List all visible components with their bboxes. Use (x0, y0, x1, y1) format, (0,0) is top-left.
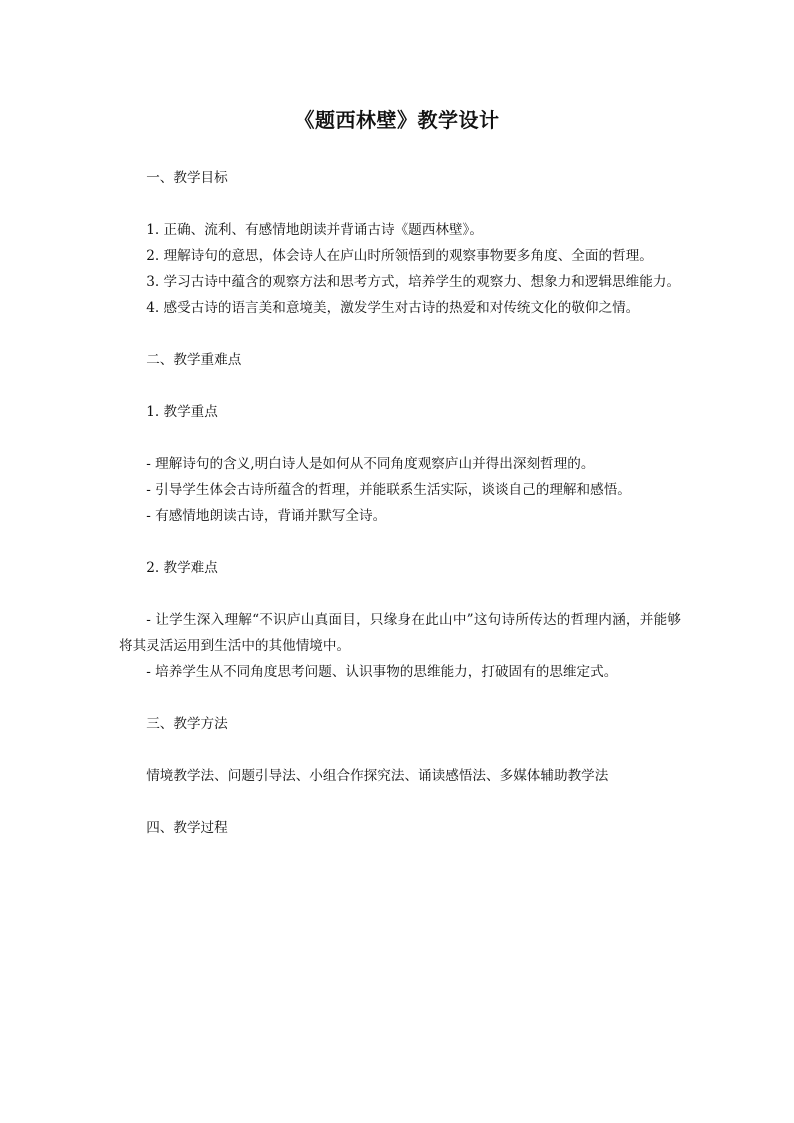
subheading-focus: 1. 教学重点 (146, 404, 218, 420)
goal-item-2: 2. 理解诗句的意思，体会诗人在庐山时所领悟到的观察事物要多角度、全面的哲理。 (146, 248, 653, 264)
focus-item-3: - 有感情地朗读古诗，背诵并默写全诗。 (146, 508, 387, 524)
goal-item-4: 4. 感受古诗的语言美和意境美，激发学生对古诗的热爱和对传统文化的敬仰之情。 (146, 300, 640, 316)
spacer (119, 425, 681, 451)
spacer (119, 789, 681, 815)
spacer (119, 191, 681, 217)
focus-item-2: - 引导学生体会古诗所蕴含的哲理，并能联系生活实际，谈谈自己的理解和感悟。 (146, 482, 631, 498)
section-heading-methods: 三、教学方法 (146, 716, 228, 732)
section-heading-key-points: 二、教学重难点 (146, 352, 242, 368)
spacer (119, 321, 681, 347)
goal-item-1: 1. 正确、流利、有感情地朗读并背诵古诗《题西林壁》。 (146, 222, 483, 238)
subheading-difficulty: 2. 教学难点 (146, 560, 218, 576)
focus-item-1: - 理解诗句的含义,明白诗人是如何从不同角度观察庐山并得出深刻哲理的。 (146, 456, 595, 472)
difficulty-item-1: - 让学生深入理解“不识庐山真面目，只缘身在此山中”这句诗所传达的哲理内涵，并能够将其灵活运用到生活中的其他情境中。 (119, 612, 681, 654)
spacer (119, 581, 681, 607)
section-heading-process: 四、教学过程 (146, 820, 228, 836)
document-body (119, 165, 681, 841)
goal-item-3: 3. 学习古诗中蕴含的观察方法和思考方式，培养学生的观察力、想象力和逻辑思维能力。 (146, 274, 681, 290)
section-heading-goals: 一、教学目标 (146, 170, 228, 186)
spacer (119, 685, 681, 711)
spacer (119, 373, 681, 399)
methods-text: 情境教学法、问题引导法、小组合作探究法、诵读感悟法、多媒体辅助教学法 (146, 768, 609, 784)
document-title: 《题西林壁》教学设计 (294, 108, 500, 132)
difficulty-item-2: - 培养学生从不同角度思考问题、认识事物的思维能力，打破固有的思维定式。 (146, 664, 618, 680)
spacer (119, 737, 681, 763)
spacer (119, 529, 681, 555)
